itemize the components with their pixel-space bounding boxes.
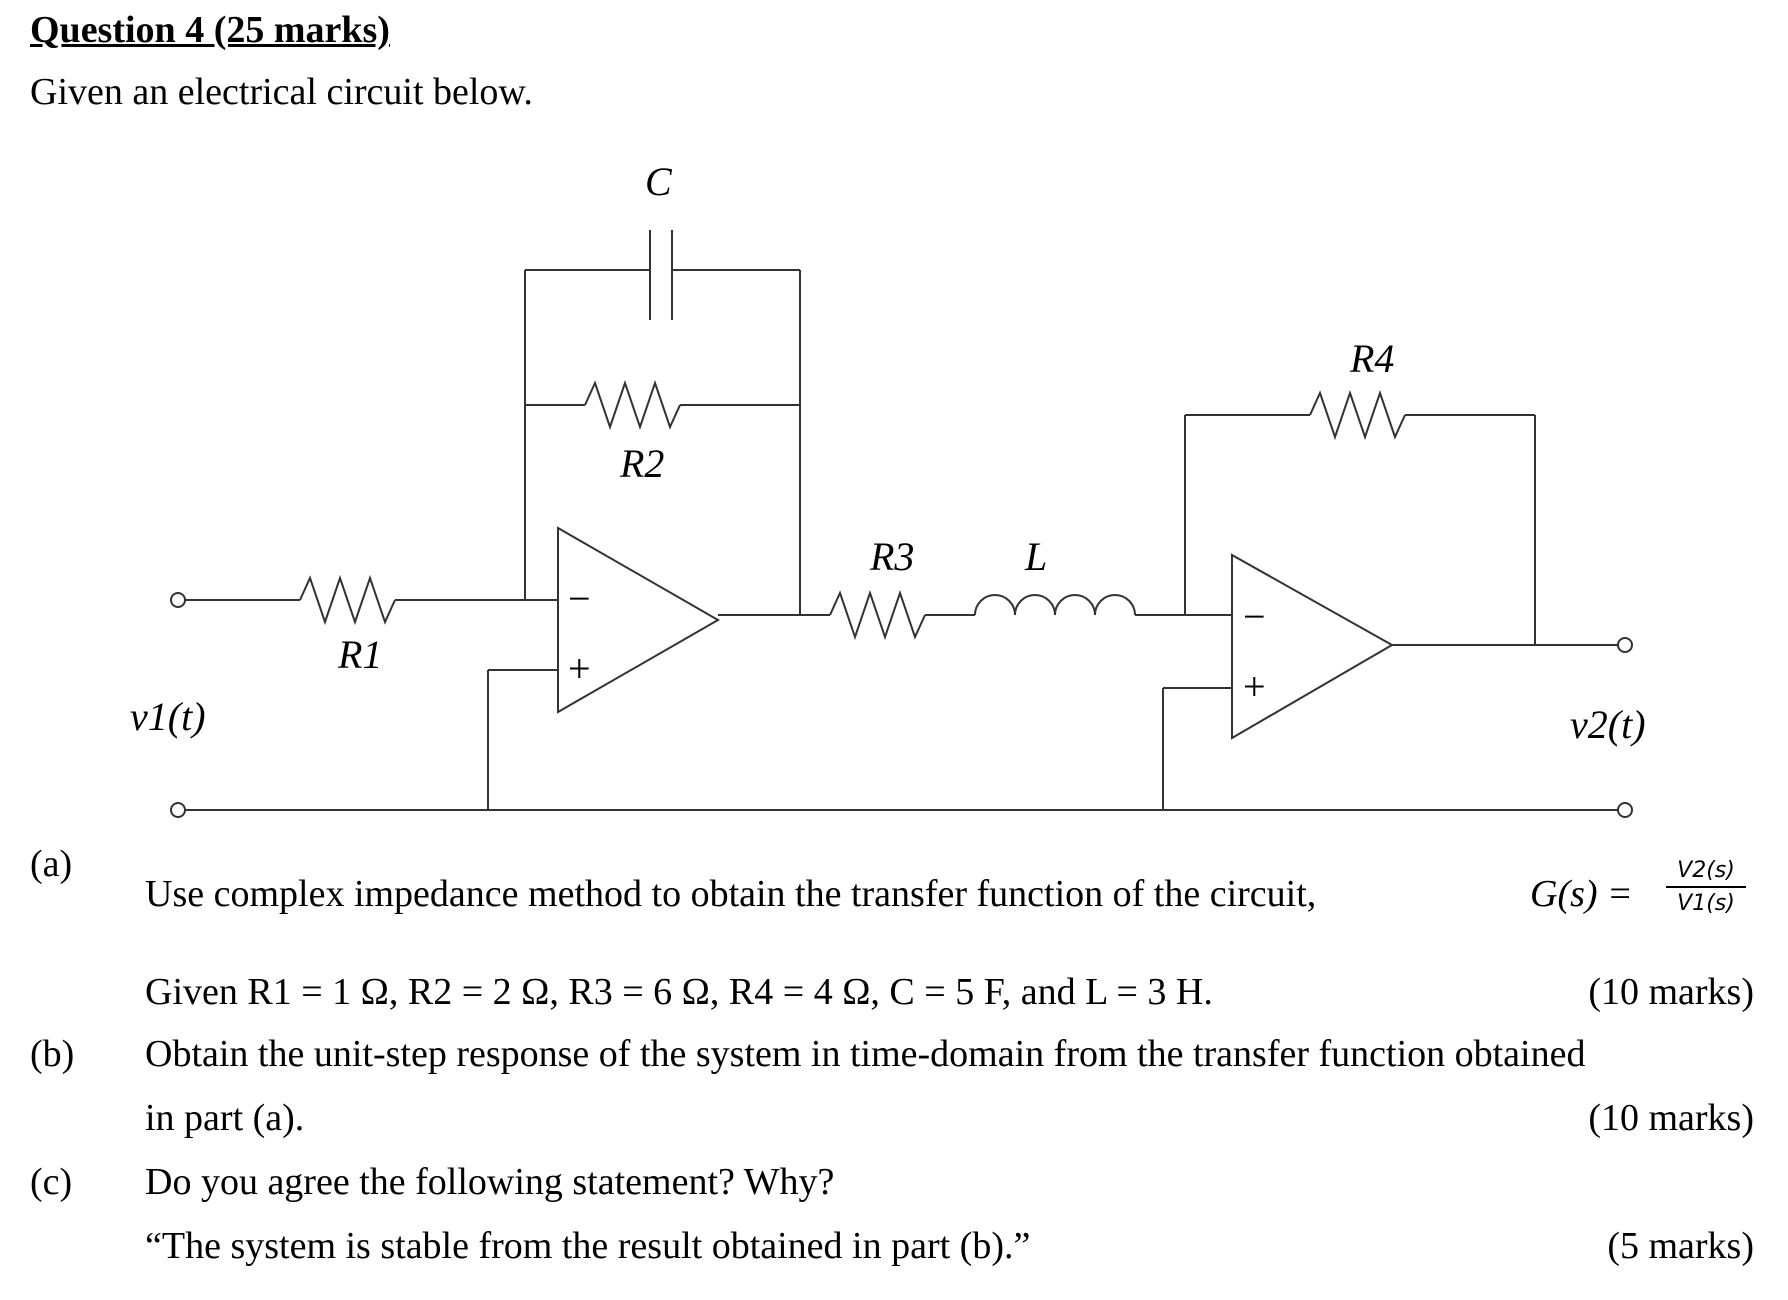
transfer-fraction — [1666, 858, 1746, 916]
label-l: L — [1025, 534, 1048, 579]
opamp2-minus: − — [1243, 594, 1266, 639]
r1-resistor — [300, 578, 395, 622]
l-inductor — [975, 595, 1135, 615]
label-v2: v2(t) — [1570, 702, 1646, 747]
fraction-numerator: V2(s) — [1666, 858, 1746, 888]
opamp-2 — [1232, 555, 1392, 738]
part-c-marks: (5 marks) — [1607, 1225, 1754, 1267]
part-a-text: Use complex impedance method to obtain the transfer function of the circuit, — [145, 873, 1317, 915]
part-c-line2: “The system is stable from the result obtained in part (b).” — [145, 1225, 1031, 1267]
label-r2: R2 — [620, 441, 665, 486]
label-r1: R1 — [338, 632, 383, 677]
label-c: C — [645, 159, 672, 204]
opamp1-minus: − — [568, 576, 591, 621]
v2-terminal-top — [1618, 638, 1632, 652]
r4-resistor — [1310, 393, 1405, 437]
intro-text: Given an electrical circuit below. — [30, 71, 533, 113]
label-v1: v1(t) — [130, 694, 206, 739]
part-a-label: (a) — [30, 843, 73, 885]
part-a-marks: (10 marks) — [1588, 971, 1754, 1013]
r3-resistor — [830, 593, 925, 637]
fraction-denominator: V1(s) — [1677, 891, 1735, 916]
v1-terminal-bottom — [171, 803, 185, 817]
part-b-marks: (10 marks) — [1588, 1097, 1754, 1139]
v2-terminal-bottom — [1618, 803, 1632, 817]
part-a-given: Given R1 = 1 Ω, R2 = 2 Ω, R3 = 6 Ω, R4 = 4 Ω, C = 5 F, and L = 3 H. — [145, 971, 1213, 1013]
opamp1-plus: + — [568, 646, 591, 691]
gs-label: G(s) = — [1530, 873, 1633, 915]
v1-terminal-top — [171, 593, 185, 607]
question-title: Question 4 (25 marks) — [30, 9, 390, 51]
part-c-line1: Do you agree the following statement? Why? — [145, 1161, 835, 1203]
part-b-line2: in part (a). — [145, 1097, 305, 1139]
part-b-line1: Obtain the unit-step response of the system in time-domain from the transfer function obtained — [145, 1033, 1586, 1075]
r2-resistor — [585, 383, 680, 427]
part-b-label: (b) — [30, 1033, 75, 1075]
part-c-label: (c) — [30, 1161, 73, 1203]
label-r4: R4 — [1350, 336, 1395, 381]
opamp2-plus: + — [1243, 664, 1266, 709]
label-r3: R3 — [870, 534, 915, 579]
